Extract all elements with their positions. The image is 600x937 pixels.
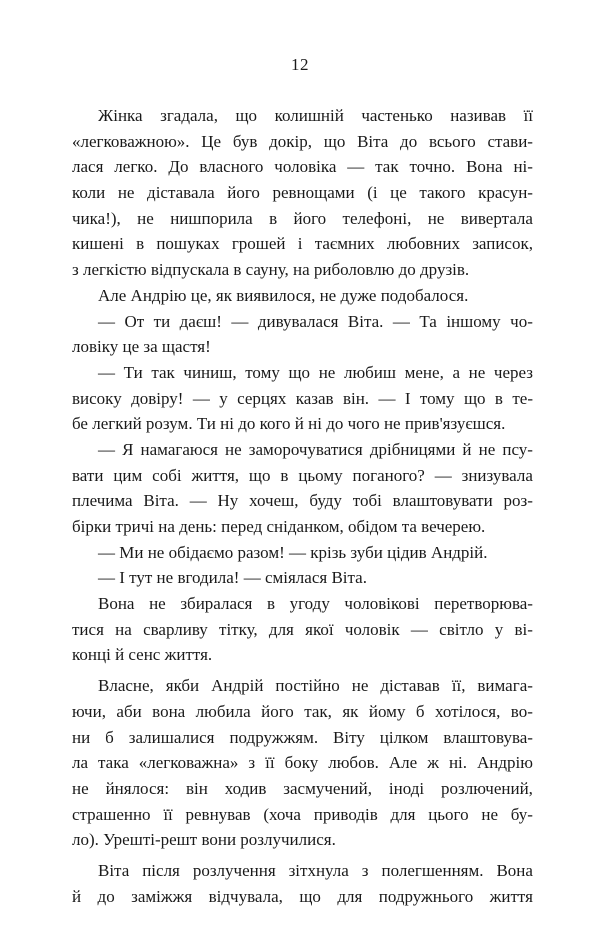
word: це [390, 183, 407, 203]
word: аби [116, 701, 142, 721]
word: не [72, 778, 89, 798]
word: цілком [379, 727, 429, 747]
word: тися [72, 619, 104, 639]
word: Андрію [477, 753, 533, 773]
word: що [288, 362, 311, 382]
word: збиралася [180, 594, 253, 614]
word: через [493, 362, 533, 382]
word: ні- [513, 157, 533, 177]
word: не [427, 208, 445, 228]
word: така [98, 753, 129, 773]
word: а [452, 362, 460, 382]
word: що [299, 886, 321, 906]
word: цьому [298, 465, 343, 485]
word: страшенно [72, 804, 151, 824]
word: ни [72, 727, 91, 747]
text-line: ловіку це за щастя! [72, 337, 211, 357]
word: (хоча [263, 804, 301, 824]
text-line [72, 617, 533, 643]
text-line [72, 154, 533, 180]
word: — [231, 311, 249, 331]
text-line [72, 437, 533, 463]
word: пошуках [156, 234, 220, 254]
word: ючи, [72, 701, 106, 721]
word: на [115, 619, 132, 639]
word: легко. [114, 157, 158, 177]
word: во- [510, 701, 533, 721]
word: не [468, 362, 486, 382]
word: вимага- [477, 676, 533, 696]
text-line [72, 884, 533, 910]
word: вивертала [460, 208, 533, 228]
word: Але [388, 753, 418, 773]
word: — [410, 619, 428, 639]
word: її [265, 753, 275, 773]
word: Та [419, 311, 437, 331]
text-line [72, 488, 533, 514]
text-line: — І тут не вгодила! — сміялася Віта. [98, 568, 367, 588]
word: телефоні, [342, 208, 412, 228]
word: що [323, 131, 346, 151]
word: засмучений, [283, 778, 372, 798]
word: казав [295, 388, 334, 408]
word: заміжжя [131, 886, 193, 906]
text-line [72, 309, 533, 335]
word: полегшенням. [381, 860, 484, 880]
word: чиниш, [183, 362, 237, 382]
word: те- [512, 388, 533, 408]
word: й [462, 439, 472, 459]
text-line [72, 463, 533, 489]
word: Віта. [347, 311, 384, 331]
text-line: ло). Урешті-решт вони розлучилися. [72, 830, 336, 850]
word: залишалися [128, 727, 215, 747]
word: і [297, 234, 303, 254]
word: іноді [388, 778, 425, 798]
word: в [280, 465, 289, 485]
word: знизувала [461, 465, 533, 485]
word: чика!), [72, 208, 121, 228]
word: власного [199, 157, 264, 177]
word: мене, [404, 362, 444, 382]
word: намагаюся [140, 439, 218, 459]
word: — [378, 388, 396, 408]
word: не [478, 439, 496, 459]
word: — [347, 157, 365, 177]
word: перетворюва- [434, 594, 533, 614]
word: ж [427, 753, 439, 773]
text-line [72, 802, 533, 828]
word: «легковажною». [72, 131, 190, 151]
word: для [390, 804, 416, 824]
word: поганого? [352, 465, 425, 485]
word: високу [72, 388, 122, 408]
word: Жінка [98, 106, 143, 125]
word: — [98, 439, 115, 459]
word: йому [368, 701, 406, 721]
word: роз- [503, 491, 533, 511]
word: його [293, 208, 327, 228]
word: розлючений, [441, 778, 533, 798]
word: буду [309, 491, 342, 511]
word: не [117, 183, 135, 203]
word: любов. [328, 753, 379, 773]
word: її, [451, 676, 466, 696]
word: ні. [448, 753, 468, 773]
word: у [494, 619, 504, 639]
word: собі [152, 465, 182, 485]
word: у [219, 388, 228, 408]
word: заморочуватися [248, 439, 363, 459]
word: не [137, 208, 154, 228]
word: плечима [72, 491, 133, 511]
word: — [192, 388, 210, 408]
word: якби [165, 676, 200, 696]
word: лася [72, 157, 104, 177]
word: в [266, 594, 276, 614]
word: так, [304, 701, 332, 721]
word: йнялося: [105, 778, 170, 798]
word: світло [439, 619, 484, 639]
text-line [72, 180, 533, 206]
text-line: бірки тричі на день: перед сніданком, обідом та вечерею. [72, 517, 486, 536]
word: записок, [472, 234, 533, 254]
text-line [72, 699, 533, 725]
word: частенько [361, 106, 433, 125]
word: докір, [269, 131, 312, 151]
word: після [142, 860, 180, 880]
text-line [72, 231, 533, 257]
word: чо- [510, 311, 533, 331]
word: для [268, 619, 294, 639]
word: красун- [478, 183, 533, 203]
text-line: — Ми не обідаємо разом! — крізь зуби цідив Андрій. [98, 542, 488, 562]
word: в [136, 234, 145, 254]
word: (і [367, 183, 378, 203]
word: дрібницями [369, 439, 456, 459]
text-line [72, 673, 533, 699]
word: коли [72, 183, 106, 203]
word: тітку, [219, 619, 258, 639]
word: він. [342, 388, 370, 408]
word: що [248, 465, 271, 485]
text-line [72, 776, 533, 802]
word: «легковажна» [138, 753, 239, 773]
word: — [98, 311, 115, 331]
word: Віта [98, 860, 130, 880]
text-line [72, 386, 533, 412]
word: тобі [352, 491, 382, 511]
word: не [351, 676, 369, 696]
word: ві- [514, 619, 533, 639]
word: Віта. [143, 491, 179, 511]
word: подружнього [378, 886, 474, 906]
word: б [415, 701, 425, 721]
word: — [434, 465, 452, 485]
word: був [232, 131, 258, 151]
word: сварливу [143, 619, 208, 639]
word: Ну [217, 491, 239, 511]
word: його [261, 701, 294, 721]
word: вати [72, 465, 104, 485]
word: що [235, 106, 258, 125]
text-line: конці й сенс життя. [72, 645, 213, 665]
word: І [404, 388, 411, 408]
word: й [72, 886, 82, 906]
text-line [72, 725, 533, 751]
page-number: 12 [291, 55, 309, 74]
word: тому [419, 388, 455, 408]
word: називав [450, 106, 507, 125]
word: Віту [333, 727, 365, 747]
word: іншому [446, 311, 501, 331]
word: колишній [274, 106, 344, 125]
word: життя [489, 886, 533, 906]
word: чоловікові [344, 594, 420, 614]
word: довіру! [131, 388, 184, 408]
word: так [375, 157, 399, 177]
word: так [151, 362, 175, 382]
word: ла [72, 753, 89, 773]
word: діставала [147, 183, 215, 203]
word: нишпорила [170, 208, 253, 228]
text-line [72, 129, 533, 155]
word: стави- [487, 131, 533, 151]
text-line [72, 360, 533, 386]
word: До [168, 157, 189, 177]
word: згадала, [160, 106, 218, 125]
word: зітхнула [288, 860, 349, 880]
word: він [185, 778, 208, 798]
word: з [361, 860, 369, 880]
word: боку [284, 753, 319, 773]
text-line [72, 591, 533, 617]
text-line [72, 103, 533, 129]
word: угоду [289, 594, 330, 614]
word: цього [428, 804, 469, 824]
word: як [342, 701, 359, 721]
word: постійно [275, 676, 340, 696]
word: якої [305, 619, 334, 639]
word: її [163, 804, 173, 824]
text-line [72, 858, 533, 884]
word: чоловіка [274, 157, 337, 177]
word: розлучення [192, 860, 276, 880]
word: даєш! [179, 311, 222, 331]
word: його [227, 183, 260, 203]
text-line [72, 206, 533, 232]
word: б [105, 727, 114, 747]
word: Ти [123, 362, 143, 382]
word: відчувала, [208, 886, 283, 906]
word: ревнував [185, 804, 251, 824]
word: любиш [343, 362, 396, 382]
text-line: бе легкий розум. Ти ні до кого й ні до чого не прив'язуєшся. [72, 414, 506, 434]
word: в [269, 208, 278, 228]
word: влаштовува- [443, 727, 533, 747]
word: хотілося, [435, 701, 501, 721]
word: ревнощами [272, 183, 355, 203]
word: ти [153, 311, 171, 331]
word: не [481, 804, 499, 824]
text-line: Але Андрію це, як виявилося, не дуже подобалося. [98, 285, 469, 305]
word: Я [122, 439, 134, 459]
text-line: з легкістю відпускала в сауну, на риболовлю до друзів. [72, 260, 470, 280]
word: — [98, 362, 115, 382]
word: що [463, 388, 486, 408]
word: чоловік [344, 619, 400, 639]
word: діставав [380, 676, 440, 696]
text-line [72, 750, 533, 776]
word: Вона [98, 594, 135, 614]
word: приводів [313, 804, 378, 824]
word: кишені [72, 234, 124, 254]
body-text [72, 103, 533, 909]
word: грошей [231, 234, 286, 254]
word: такого [419, 183, 466, 203]
word: точно. [409, 157, 456, 177]
word: Андрій [211, 676, 264, 696]
word: Вона [496, 860, 533, 880]
word: псу- [502, 439, 533, 459]
word: її [523, 106, 533, 125]
word: не [225, 439, 242, 459]
word: бу- [510, 804, 533, 824]
word: дивувалася [257, 311, 339, 331]
word: всього [428, 131, 476, 151]
word: вона [152, 701, 186, 721]
word: хочеш, [249, 491, 299, 511]
word: Віта [357, 131, 389, 151]
word: до [400, 131, 418, 151]
word: — [189, 491, 207, 511]
word: ходив [224, 778, 267, 798]
word: не [318, 362, 336, 382]
word: подружжям. [229, 727, 319, 747]
word: любила [195, 701, 251, 721]
word: для [337, 886, 363, 906]
word: — [392, 311, 410, 331]
word: до [97, 886, 115, 906]
word: любовних [386, 234, 460, 254]
word: в [494, 388, 503, 408]
word: цим [113, 465, 143, 485]
word: таємних [314, 234, 375, 254]
word: От [124, 311, 145, 331]
word: Власне, [98, 676, 154, 696]
word: Це [201, 131, 222, 151]
word: тому [245, 362, 280, 382]
word: Вона [466, 157, 503, 177]
word: з [248, 753, 256, 773]
word: життя, [191, 465, 240, 485]
word: влаштовувати [392, 491, 493, 511]
word: серцях [237, 388, 287, 408]
word: не [149, 594, 166, 614]
